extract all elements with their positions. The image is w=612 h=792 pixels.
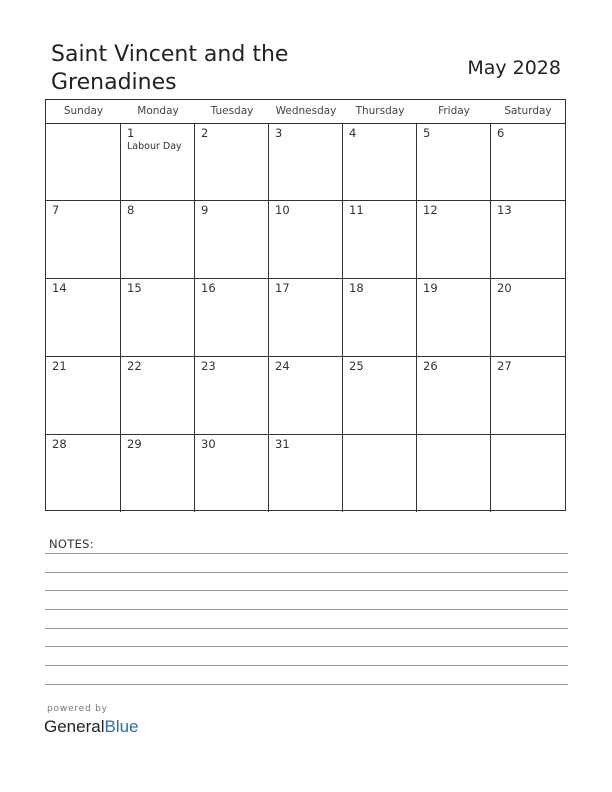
notes-line: [45, 590, 568, 591]
notes-line: [45, 609, 568, 610]
weekday-thursday: Thursday: [355, 105, 405, 117]
day-number: 6: [497, 126, 505, 140]
day-number: 24: [275, 359, 290, 373]
day-cell: [417, 435, 491, 512]
weekday-friday: Friday: [438, 105, 470, 117]
notes-line: [45, 646, 568, 647]
title-line-1: Saint Vincent and the: [51, 42, 289, 67]
day-number: 20: [497, 281, 512, 295]
weekday-header-row: [46, 100, 565, 124]
day-cell: [269, 124, 343, 201]
brand-footer: [44, 704, 139, 738]
day-cell: [121, 357, 195, 435]
notes-line: [45, 684, 568, 685]
calendar-grid: [45, 99, 566, 511]
day-number: 12: [423, 203, 438, 217]
day-cell: [417, 279, 491, 357]
day-cell: [46, 357, 121, 435]
notes-line: [45, 572, 568, 573]
month-year-label: May 2028: [467, 57, 561, 79]
day-cell: [46, 435, 121, 512]
day-number: 3: [275, 126, 283, 140]
day-number: 1: [127, 126, 135, 140]
holiday-label: Labour Day: [127, 141, 182, 152]
notes-line: [45, 665, 568, 666]
day-cell: [343, 435, 417, 512]
day-cell: [343, 124, 417, 201]
day-number: 27: [497, 359, 512, 373]
day-number: 2: [201, 126, 209, 140]
logo-general-text: General: [44, 717, 105, 736]
day-number: 29: [127, 437, 142, 451]
day-cell: [491, 357, 565, 435]
day-number: 7: [52, 203, 60, 217]
weekday-saturday: Saturday: [504, 105, 552, 117]
day-number: 11: [349, 203, 364, 217]
day-number: 23: [201, 359, 216, 373]
day-cell: [121, 279, 195, 357]
day-cell: [343, 279, 417, 357]
powered-by-text: powered by: [47, 704, 108, 714]
day-number: 25: [349, 359, 364, 373]
day-number: 16: [201, 281, 216, 295]
day-number: 8: [127, 203, 135, 217]
day-number: 26: [423, 359, 438, 373]
day-cell: [121, 435, 195, 512]
day-cell: [195, 201, 269, 279]
day-number: 30: [201, 437, 216, 451]
notes-line: [45, 628, 568, 629]
day-number: 31: [275, 437, 290, 451]
calendar-title: [51, 41, 371, 97]
day-cell: [491, 201, 565, 279]
logo-blue-text: Blue: [104, 717, 139, 736]
day-cell: [269, 357, 343, 435]
day-cell: [269, 435, 343, 512]
day-number: 19: [423, 281, 438, 295]
day-number: 28: [52, 437, 67, 451]
calendar-body: [46, 124, 565, 512]
day-cell: [46, 124, 121, 201]
weekday-monday: Monday: [137, 105, 179, 117]
day-number: 4: [349, 126, 357, 140]
weekday-wednesday: Wednesday: [275, 105, 337, 117]
day-cell: [417, 201, 491, 279]
day-number: 10: [275, 203, 290, 217]
day-cell: [195, 279, 269, 357]
notes-line: [45, 553, 568, 554]
day-cell: [121, 201, 195, 279]
weekday-sunday: Sunday: [63, 105, 104, 117]
day-number: 14: [52, 281, 67, 295]
day-cell: [491, 124, 565, 201]
day-cell: [46, 201, 121, 279]
day-number: 22: [127, 359, 142, 373]
day-cell: [417, 357, 491, 435]
day-cell: [195, 357, 269, 435]
day-cell: [343, 201, 417, 279]
day-cell: [269, 279, 343, 357]
weekday-tuesday: Tuesday: [210, 105, 254, 117]
day-number: 21: [52, 359, 67, 373]
day-number: 5: [423, 126, 431, 140]
day-cell: [417, 124, 491, 201]
day-cell: [46, 279, 121, 357]
day-cell: [491, 279, 565, 357]
day-cell: [491, 435, 565, 512]
title-line-2: Grenadines: [51, 70, 177, 95]
day-cell: [269, 201, 343, 279]
generalblue-logo: [44, 716, 139, 738]
day-number: 17: [275, 281, 290, 295]
day-cell: [195, 435, 269, 512]
day-number: 9: [201, 203, 209, 217]
day-number: 18: [349, 281, 364, 295]
day-cell: [195, 124, 269, 201]
day-number: 15: [127, 281, 142, 295]
day-number: 13: [497, 203, 512, 217]
day-cell: [343, 357, 417, 435]
day-cell: [121, 124, 195, 201]
notes-label: NOTES:: [49, 537, 94, 551]
